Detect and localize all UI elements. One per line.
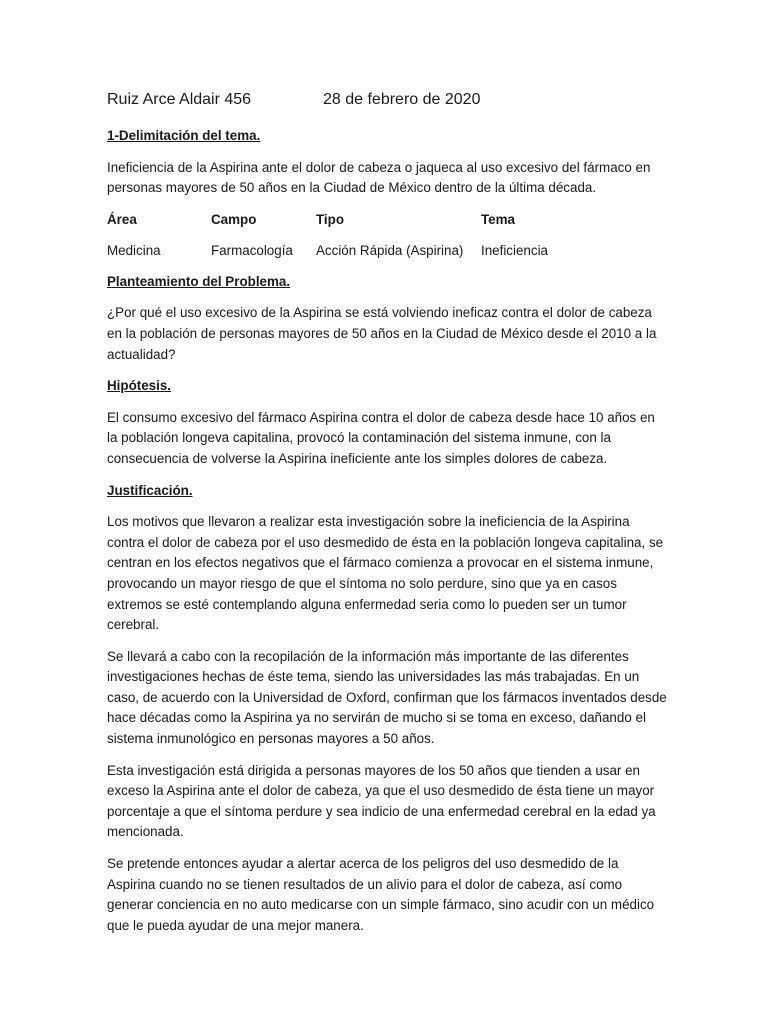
planteamiento-text: ¿Por qué el uso excesivo de la Aspirina se está volviendo ineficaz contra el dolor de cabeza en la población de personas mayores de 50 años en la Ciudad de México desde el 2010 a la actualidad?: [107, 305, 657, 362]
section-heading-justificacion: Justificación.: [107, 482, 193, 498]
justificacion-paragraph: Se pretende entonces ayudar a alertar acerca de los peligros del uso desmedido de la Aspirina cuando no se tienen resultados de un alivio para el dolor de cabeza, así como generar conciencia en no auto medicarse con un simple fármaco, sino acudir con un médico que le pueda ayudar de una mejor manera.: [107, 856, 655, 933]
topic-table-header-row: [107, 210, 667, 230]
table-header-tipo: Tipo: [316, 211, 345, 227]
topic-table-value-row: [107, 241, 667, 261]
hipotesis-text: El consumo excesivo del fármaco Aspirina contra el dolor de cabeza desde hace 10 años en la población longeva capitalina, provocó la contaminación del sistema inmune, con la consecuencia de volverse la Aspirina ineficiente ante los simples dolores de cabeza.: [107, 409, 655, 466]
author-name: Ruiz Arce Aldair 456: [107, 91, 252, 108]
section-heading-delimitacion: 1-Delimitación del tema.: [107, 128, 261, 143]
delimitacion-text: Ineficiencia de la Aspirina ante el dolor de cabeza o jaqueca al uso excesivo del fármaco en personas mayores de 50 años en la Ciudad de México dentro de la última década.: [107, 159, 651, 196]
justificacion-paragraph: Los motivos que llevaron a realizar esta investigación sobre la ineficiencia de la Aspirina contra el dolor de cabeza por el uso desmedido de ésta en la población longeva capitalina, se centran en los efectos negativos que el fármaco comienza a provocar en el sistema inmune, provocando un mayor riesgo de que el síntoma no solo perdure, sino que ya en casos extremos se esté contemplando alguna enfermedad seria como lo pueden ser un tumor cerebral.: [107, 514, 664, 633]
table-header-campo: Campo: [211, 211, 257, 227]
document-header: [107, 91, 667, 115]
table-cell-tipo: Acción Rápida (Aspirina): [316, 242, 464, 258]
justificacion-paragraph: Esta investigación está dirigida a personas mayores de los 50 años que tienden a usar en exceso la Aspirina ante el dolor de cabeza, ya que el uso desmedido de ésta tiene un mayor porcentaje a que el síntoma perdure y sea indicio de una enfermedad cerebral en la edad ya mencionada.: [107, 762, 656, 840]
table-header-tema: Tema: [481, 211, 515, 227]
table-cell-campo: Farmacología: [211, 242, 293, 258]
table-header-area: Área: [107, 211, 137, 227]
table-cell-tema: Ineficiencia: [481, 242, 548, 258]
section-heading-planteamiento: Planteamiento del Problema.: [107, 273, 291, 289]
justificacion-paragraph: Se llevará a cabo con la recopilación de la información más importante de las diferentes investigaciones hechas de éste tema, siendo las universidades las más trabajadas. En un caso, de acuerdo con la Universidad de Oxford, confirman que los fármacos inventados desde hace décadas como la Aspirina ya no servirán de mucho si se toma en exceso, dañando el sistema inmunológico en personas mayores a 50 años.: [107, 648, 667, 747]
table-cell-area: Medicina: [107, 242, 161, 258]
section-heading-hipotesis: Hipótesis.: [107, 378, 171, 394]
document-body: [107, 126, 667, 947]
document-date: 28 de febrero de 2020: [323, 91, 481, 108]
